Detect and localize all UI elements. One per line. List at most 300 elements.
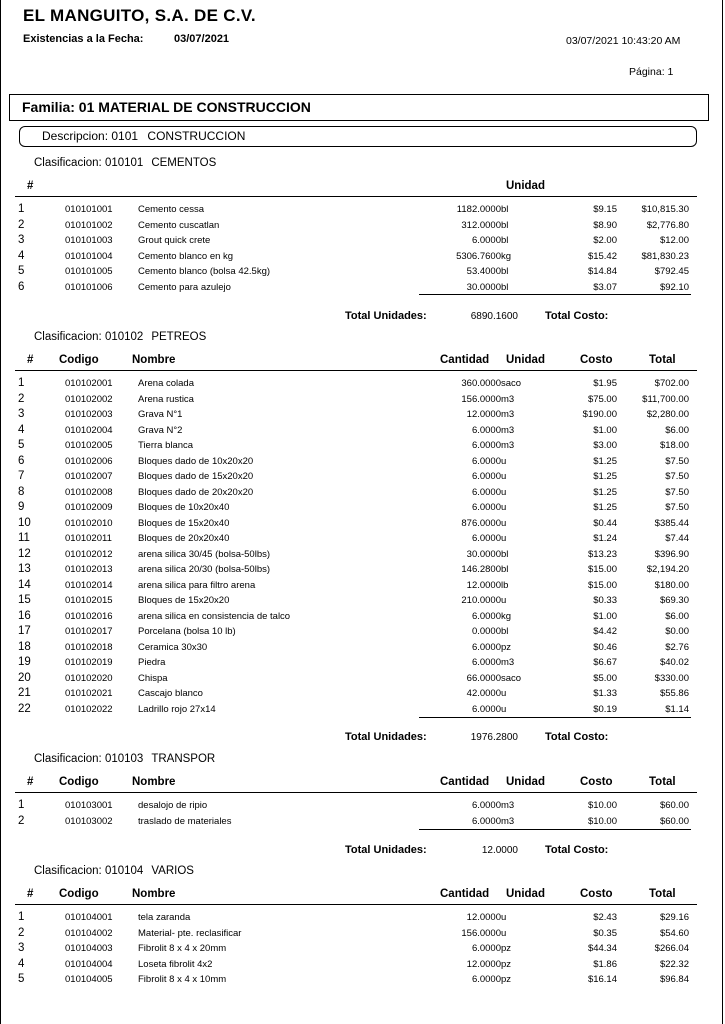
item-total: $60.00 [659,815,689,827]
item-unit: u [501,533,507,544]
table-row [1,264,724,279]
row-number: 1 [18,911,25,923]
column-header-num: # [27,888,34,900]
item-unit: pz [501,641,512,653]
item-cost: $3.07 [593,281,617,293]
item-quantity: 210.0000 [461,595,501,606]
table-row [1,233,724,248]
item-code: 010104002 [65,927,113,939]
item-unit: u [501,595,507,606]
clasificacion-title [32,753,215,765]
item-unit: m3 [501,800,515,811]
item-total: $7.50 [665,455,689,467]
item-quantity: 12.0000 [466,409,501,420]
item-unit: m3 [501,409,515,420]
item-unit: m3 [501,815,515,827]
total-unidades-value: 12.0000 [481,845,518,856]
item-cost: $1.33 [593,688,617,699]
item-total: $792.45 [654,266,689,277]
table-row [1,671,724,686]
item-total: $69.30 [659,595,689,606]
item-quantity: 6.0000 [471,471,501,482]
item-name: Chispa [138,672,168,684]
item-code: 010102013 [65,564,113,575]
item-quantity: 6.0000 [471,455,501,467]
item-code: 010104005 [65,974,113,985]
table-row [1,547,724,562]
item-name: Material- pte. reclasificar [138,927,242,939]
item-total: $10,815.30 [641,204,689,215]
table-row [1,640,724,655]
item-total: $0.00 [665,626,689,637]
total-costo-label: Total Costo: [545,310,609,322]
item-code: 010102019 [65,657,113,668]
item-code: 010102021 [65,688,113,699]
table-row [1,249,724,264]
header-rule [15,792,697,793]
item-unit: saco [501,378,522,389]
item-quantity: 6.0000 [471,815,501,827]
item-unit: u [501,486,507,498]
item-quantity: 312.0000 [461,219,501,231]
column-header-costo: Costo [580,354,613,366]
familia-header: Familia: 01 MATERIAL DE CONSTRUCCION [9,94,709,121]
item-code: 010102002 [65,393,113,405]
item-cost: $2.43 [593,912,617,923]
item-name: arena silica 20/30 (bolsa-50lbs) [138,564,271,575]
item-cost: $15.00 [587,579,617,591]
column-header-unidad: Unidad [506,888,545,900]
item-code: 010102010 [65,517,113,529]
item-quantity: 66.0000 [466,672,501,684]
column-header-codigo: Codigo [59,888,99,900]
item-total: $29.16 [659,912,689,923]
item-unit: bl [501,235,509,246]
clasificacion-title [32,865,194,877]
clasificacion-name: TRANSPOR [151,753,216,765]
table-row [1,531,724,546]
clasificacion-label: Clasificacion: 010104 [34,865,144,877]
table-row [1,910,724,925]
column-header-codigo: Codigo [59,776,99,788]
item-code: 010102022 [65,703,113,715]
item-total: $266.04 [654,943,689,954]
item-cost: $4.42 [593,626,617,637]
column-header-num: # [27,776,34,788]
item-name: arena silica en consistencia de talco [138,610,291,622]
item-cost: $15.42 [587,250,617,262]
item-quantity: 12.0000 [466,912,501,923]
item-name: traslado de materiales [138,815,232,827]
page-number: Página: 1 [629,66,674,78]
item-total: $60.00 [659,800,689,811]
table-row [1,438,724,453]
table-row [1,957,724,972]
row-number: 5 [18,439,25,451]
item-total: $12.00 [659,235,689,246]
item-unit: m3 [501,424,515,436]
total-unidades-label: Total Unidades: [345,844,427,856]
item-quantity: 6.0000 [471,703,501,715]
table-row [1,655,724,670]
row-number: 13 [18,563,31,575]
table-row [1,814,724,829]
item-cost: $9.15 [593,204,617,215]
company-name: EL MANGUITO, S.A. DE C.V. [23,6,256,25]
item-quantity: 360.0000 [461,378,501,389]
item-quantity: 6.0000 [471,440,501,451]
item-code: 010104001 [65,912,113,923]
item-quantity: 53.4000 [466,266,501,277]
item-unit: u [501,688,507,699]
column-header-nombre: Nombre [132,776,176,788]
item-total: $1.14 [665,703,689,715]
row-number: 11 [18,532,30,544]
total-unidades-label: Total Unidades: [345,310,427,322]
item-unit: m3 [501,393,515,405]
column-header-cantidad: Cantidad [440,354,490,366]
table-row [1,593,724,608]
item-code: 010101003 [65,235,113,246]
item-total: $385.44 [654,517,689,529]
item-unit: saco [501,672,522,684]
item-unit: pz [501,958,512,970]
item-code: 010102017 [65,626,113,637]
row-number: 3 [18,942,25,954]
item-unit: pz [501,943,512,954]
printed-timestamp: 03/07/2021 10:43:20 AM [566,35,681,47]
item-total: $96.84 [659,974,689,985]
item-cost: $13.23 [587,548,617,560]
item-total: $7.50 [665,486,689,498]
item-name: Arena colada [138,378,194,389]
table-row [1,485,724,500]
item-quantity: 6.0000 [471,533,501,544]
item-quantity: 1182.0000 [456,204,501,215]
table-row [1,218,724,233]
column-header-nombre: Nombre [132,354,176,366]
item-unit: u [501,912,507,923]
item-name: Bloques de 15x20x40 [138,517,230,529]
total-unidades-label: Total Unidades: [345,731,427,743]
column-header-unidad: Unidad [506,354,545,366]
row-number: 3 [18,408,25,420]
item-total: $180.00 [654,579,689,591]
column-header-total: Total [649,888,676,900]
table-row [1,624,724,639]
item-name: Bloques de 15x20x20 [138,595,230,606]
item-name: Grava N°2 [138,424,183,436]
descripcion-box [19,126,697,147]
item-quantity: 6.0000 [471,235,501,246]
header-rule [15,904,697,905]
item-name: Arena rustica [138,393,194,405]
item-total: $7.50 [665,471,689,482]
item-name: Ladrillo rojo 27x14 [138,703,216,715]
item-total: $92.10 [659,281,689,293]
row-number: 15 [18,594,31,606]
item-name: Cascajo blanco [138,688,203,699]
column-header-unidad: Unidad [506,180,545,192]
item-name: arena silica 30/45 (bolsa-50lbs) [138,548,271,560]
item-name: Bloques de 20x20x40 [138,533,230,544]
table-row [1,578,724,593]
table-row [1,500,724,515]
table-row [1,926,724,941]
row-number: 1 [18,799,25,811]
item-unit: bl [501,564,509,575]
row-number: 5 [18,973,25,985]
item-quantity: 6.0000 [471,502,501,513]
item-quantity: 156.0000 [461,927,501,939]
descripcion-label: Descripcion: 0101 [42,129,139,143]
item-cost: $1.00 [593,424,617,436]
row-number: 1 [18,203,25,215]
item-cost: $1.25 [593,455,617,467]
item-code: 010101005 [65,266,113,277]
item-code: 010102012 [65,548,113,560]
item-quantity: 6.0000 [471,974,501,985]
item-cost: $1.25 [593,502,617,513]
item-cost: $10.00 [587,815,617,827]
existencias-label: Existencias a la Fecha: [23,33,144,45]
item-quantity: 6.0000 [471,424,501,436]
row-number: 2 [18,218,25,231]
item-code: 010102011 [65,533,112,544]
table-row [1,392,724,407]
item-cost: $2.00 [593,235,617,246]
column-header-num: # [27,354,34,366]
item-code: 010102003 [65,409,113,420]
item-unit: u [501,927,507,939]
row-number: 2 [18,392,25,405]
item-cost: $0.46 [593,641,617,653]
table-row [1,407,724,422]
item-unit: bl [501,204,509,215]
item-total: $55.86 [659,688,689,699]
item-total: $2,280.00 [646,409,689,420]
item-quantity: 146.2800 [461,564,501,575]
item-cost: $0.44 [593,517,617,529]
row-number: 7 [18,470,25,482]
item-total: $18.00 [659,440,689,451]
row-number: 17 [18,625,31,637]
clasificacion-label: Clasificacion: 010103 [34,753,144,765]
item-cost: $16.14 [587,974,617,985]
item-cost: $10.00 [587,800,617,811]
item-name: Cemento blanco (bolsa 42.5kg) [138,266,271,277]
column-header-costo: Costo [580,888,613,900]
row-number: 8 [18,485,25,498]
item-name: desalojo de ripio [138,800,208,811]
item-cost: $0.35 [593,927,617,939]
item-total: $54.60 [659,927,689,939]
item-unit: u [501,517,507,529]
item-unit: u [501,455,507,467]
item-unit: u [501,703,507,715]
item-total: $702.00 [654,378,689,389]
item-cost: $44.34 [587,943,617,954]
item-code: 010102015 [65,595,113,606]
item-code: 010102009 [65,502,113,513]
item-total: $81,830.23 [641,250,689,262]
item-quantity: 6.0000 [471,641,501,653]
total-costo-label: Total Costo: [545,844,609,856]
clasificacion-label: Clasificacion: 010102 [34,331,144,343]
item-name: Cemento cuscatlan [138,219,220,231]
item-code: 010102018 [65,641,113,653]
item-total: $40.02 [659,657,689,668]
column-header-codigo: Codigo [59,354,99,366]
table-row [1,702,724,717]
item-total: $330.00 [654,672,689,684]
subtotal-rule [419,294,691,295]
subtotal-rule [419,829,691,830]
item-quantity: 6.0000 [471,610,501,622]
item-name: Tierra blanca [138,440,194,451]
item-total: $7.44 [665,533,689,544]
table-row [1,469,724,484]
item-name: Fibrolit 8 x 4 x 10mm [138,974,227,985]
item-quantity: 42.0000 [466,688,501,699]
column-header-cantidad: Cantidad [440,776,490,788]
column-header-nombre: Nombre [132,888,176,900]
item-cost: $3.00 [593,440,617,451]
item-unit: kg [501,610,512,622]
clasificacion-title [32,157,216,169]
item-cost: $1.00 [593,610,617,622]
total-unidades-value: 1976.2800 [470,732,518,743]
row-number: 1 [18,377,25,389]
item-name: Ceramica 30x30 [138,641,208,653]
item-cost: $14.84 [587,266,617,277]
item-unit: m3 [501,440,515,451]
row-number: 20 [18,671,31,684]
item-unit: lb [501,579,509,591]
item-unit: bl [501,548,509,560]
item-total: $6.00 [665,424,689,436]
item-unit: u [501,471,507,482]
table-row [1,376,724,391]
item-code: 010101001 [65,204,113,215]
item-total: $396.90 [654,548,689,560]
column-header-num: # [27,180,34,192]
row-number: 4 [18,249,25,262]
item-cost: $1.24 [593,533,617,544]
table-row [1,686,724,701]
item-code: 010102020 [65,672,113,684]
table-row [1,280,724,295]
item-cost: $1.95 [593,378,617,389]
item-cost: $1.25 [593,471,617,482]
clasificacion-label: Clasificacion: 010101 [34,157,144,169]
column-header-costo: Costo [580,776,613,788]
existencias-date: 03/07/2021 [174,33,230,45]
item-code: 010102006 [65,455,113,467]
row-number: 4 [18,957,25,970]
item-code: 010102008 [65,486,113,498]
item-quantity: 876.0000 [461,517,501,529]
item-code: 010102014 [65,579,113,591]
item-name: Cemento blanco en kg [138,250,234,262]
total-unidades-value: 6890.1600 [470,311,518,322]
item-name: Cemento para azulejo [138,281,231,293]
item-unit: u [501,502,507,513]
table-row [1,202,724,217]
item-quantity: 0.0000 [471,626,501,637]
item-quantity: 6.0000 [471,657,501,668]
item-name: Bloques dado de 15x20x20 [138,471,254,482]
row-number: 4 [18,423,25,436]
row-number: 19 [18,656,31,668]
item-cost: $1.25 [593,486,617,498]
item-name: Piedra [138,657,166,668]
table-row [1,423,724,438]
item-name: Grava N°1 [138,409,183,420]
item-code: 010102005 [65,440,113,451]
item-unit: m3 [501,657,515,668]
item-cost: $6.67 [593,657,617,668]
row-number: 10 [18,516,31,529]
item-name: Porcelana (bolsa 10 lb) [138,626,236,637]
item-quantity: 30.0000 [466,548,501,560]
item-code: 010104003 [65,943,113,954]
row-number: 6 [18,454,25,467]
item-cost: $8.90 [593,219,617,231]
descripcion-value: CONSTRUCCION [147,129,246,143]
row-number: 2 [18,926,25,939]
item-cost: $0.33 [593,595,617,606]
row-number: 16 [18,609,31,622]
row-number: 3 [18,234,25,246]
table-row [1,798,724,813]
clasificacion-name: PETREOS [151,331,207,343]
table-row [1,562,724,577]
header-rule [15,196,697,197]
row-number: 14 [18,578,31,591]
item-total: $11,700.00 [642,393,689,405]
column-header-total: Total [649,776,676,788]
item-unit: bl [501,219,509,231]
clasificacion-title [32,331,206,343]
item-cost: $1.86 [593,958,617,970]
item-code: 010104004 [65,958,113,970]
item-cost: $190.00 [582,409,617,420]
item-unit: pz [501,974,512,985]
column-header-unidad: Unidad [506,776,545,788]
column-header-total: Total [649,354,676,366]
table-row [1,516,724,531]
total-costo-label: Total Costo: [545,731,609,743]
header-rule [15,370,697,371]
item-quantity: 5306.7600 [456,250,501,262]
item-cost: $0.19 [593,703,617,715]
item-code: 010103001 [65,800,113,811]
item-total: $22.32 [659,958,689,970]
item-total: $2,194.20 [646,564,689,575]
row-number: 9 [18,501,25,513]
item-total: $2,776.80 [646,219,689,231]
item-name: Bloques dado de 20x20x20 [138,486,254,498]
item-quantity: 12.0000 [466,579,501,591]
item-code: 010101002 [65,219,113,231]
item-unit: bl [501,266,509,277]
item-name: tela zaranda [138,912,191,923]
row-number: 22 [18,702,31,715]
item-name: Fibrolit 8 x 4 x 20mm [138,943,227,954]
item-cost: $15.00 [587,564,617,575]
item-quantity: 12.0000 [466,958,501,970]
